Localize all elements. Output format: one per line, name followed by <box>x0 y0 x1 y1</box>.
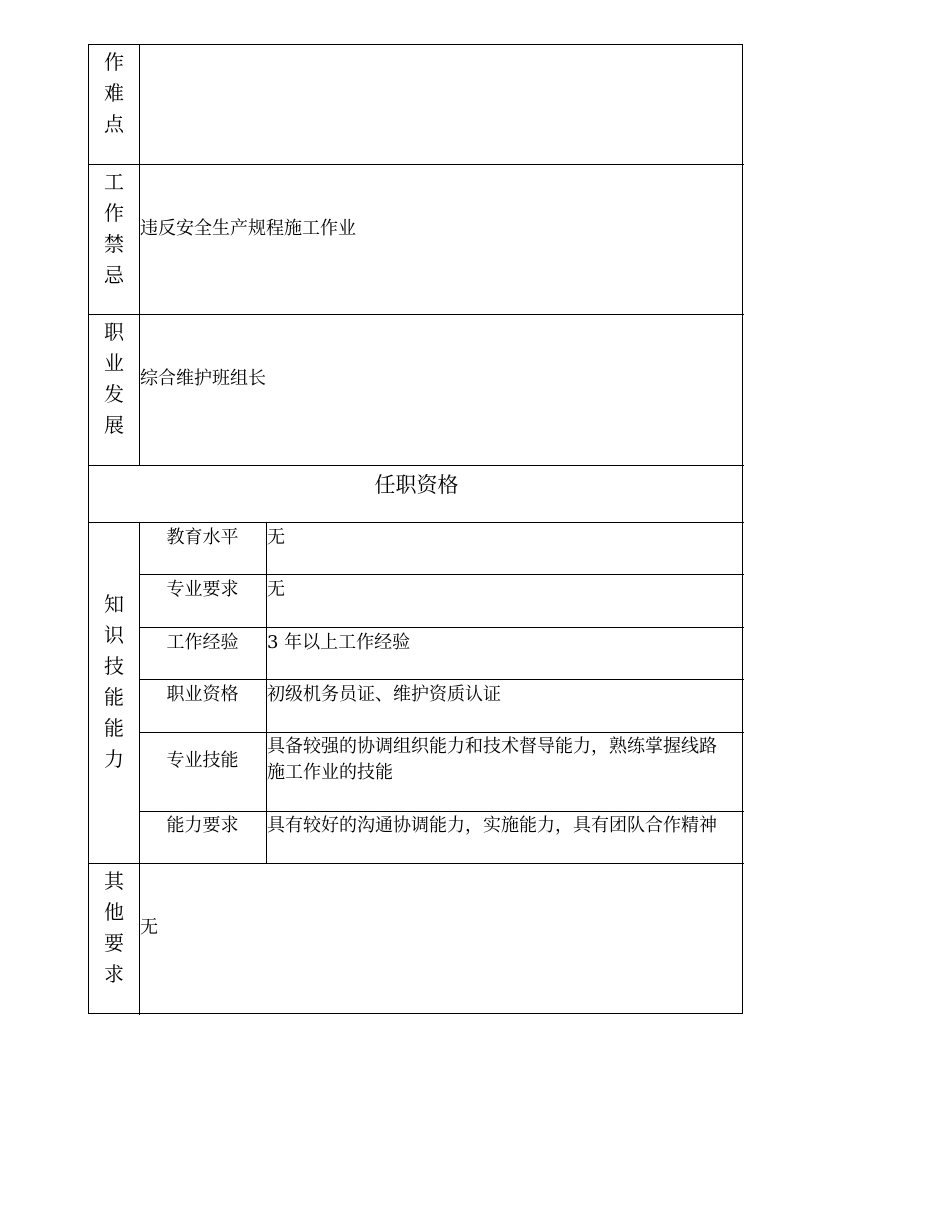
label-char: 工 <box>104 170 124 194</box>
label-char: 要 <box>104 931 124 955</box>
work-experience-label: 工作经验 <box>166 632 239 653</box>
label-char: 其 <box>104 869 124 893</box>
value-line: 具备较强的协调组织能力和技术督导能力，熟练掌握线路 <box>267 736 717 757</box>
ability-requirement-value: 具有较好的沟通协调能力，实施能力，具有团队合作精神 <box>267 815 717 836</box>
label-char: 能 <box>104 685 124 709</box>
difficulty-label <box>89 47 139 140</box>
label-char: 识 <box>104 623 124 647</box>
row-divider <box>139 679 744 680</box>
label-char: 作 <box>104 201 124 225</box>
label-char: 禁 <box>104 232 124 256</box>
label-char: 业 <box>104 351 124 375</box>
row-divider <box>89 863 744 864</box>
row-divider <box>89 314 744 315</box>
row-divider <box>139 732 744 733</box>
row-divider <box>139 811 744 812</box>
label-char: 知 <box>104 592 124 616</box>
row-divider <box>139 627 744 628</box>
column-divider <box>139 45 140 465</box>
label-char: 难 <box>104 81 124 105</box>
row-divider <box>89 522 744 523</box>
work-experience-value: 3 年以上工作经验 <box>267 632 411 653</box>
label-char: 他 <box>104 900 124 924</box>
professional-skills-value <box>267 734 743 786</box>
label-char: 能 <box>104 716 124 740</box>
label-char: 忌 <box>104 263 124 287</box>
major-requirement-value: 无 <box>267 579 285 600</box>
ability-requirement-label: 能力要求 <box>166 815 239 836</box>
label-char: 力 <box>104 747 124 771</box>
label-char: 发 <box>104 382 124 406</box>
education-level-value: 无 <box>267 527 285 548</box>
label-char: 技 <box>104 654 124 678</box>
row-divider <box>89 465 744 466</box>
taboo-content: 违反安全生产规程施工作业 <box>140 218 356 239</box>
other-requirements-content: 无 <box>140 917 158 938</box>
job-description-table <box>88 44 743 1014</box>
row-divider <box>89 164 744 165</box>
career-content: 综合维护班组长 <box>140 368 266 389</box>
career-label <box>89 317 139 441</box>
row-divider <box>139 574 744 575</box>
label-char: 作 <box>104 50 124 74</box>
label-char: 展 <box>104 413 124 437</box>
other-requirements-label <box>89 866 139 990</box>
qualification-label: 职业资格 <box>166 684 239 705</box>
label-char: 点 <box>104 112 124 136</box>
label-char: 求 <box>104 962 124 986</box>
knowledge-skills-label <box>89 589 139 775</box>
qualification-value: 初级机务员证、维护资质认证 <box>267 684 501 705</box>
section-title: 任职资格 <box>374 473 459 497</box>
label-char: 职 <box>104 320 124 344</box>
major-requirement-label: 专业要求 <box>166 579 239 600</box>
taboo-label <box>89 167 139 291</box>
education-level-label: 教育水平 <box>166 527 239 548</box>
professional-skills-label: 专业技能 <box>166 750 239 771</box>
value-line: 施工作业的技能 <box>267 762 393 783</box>
